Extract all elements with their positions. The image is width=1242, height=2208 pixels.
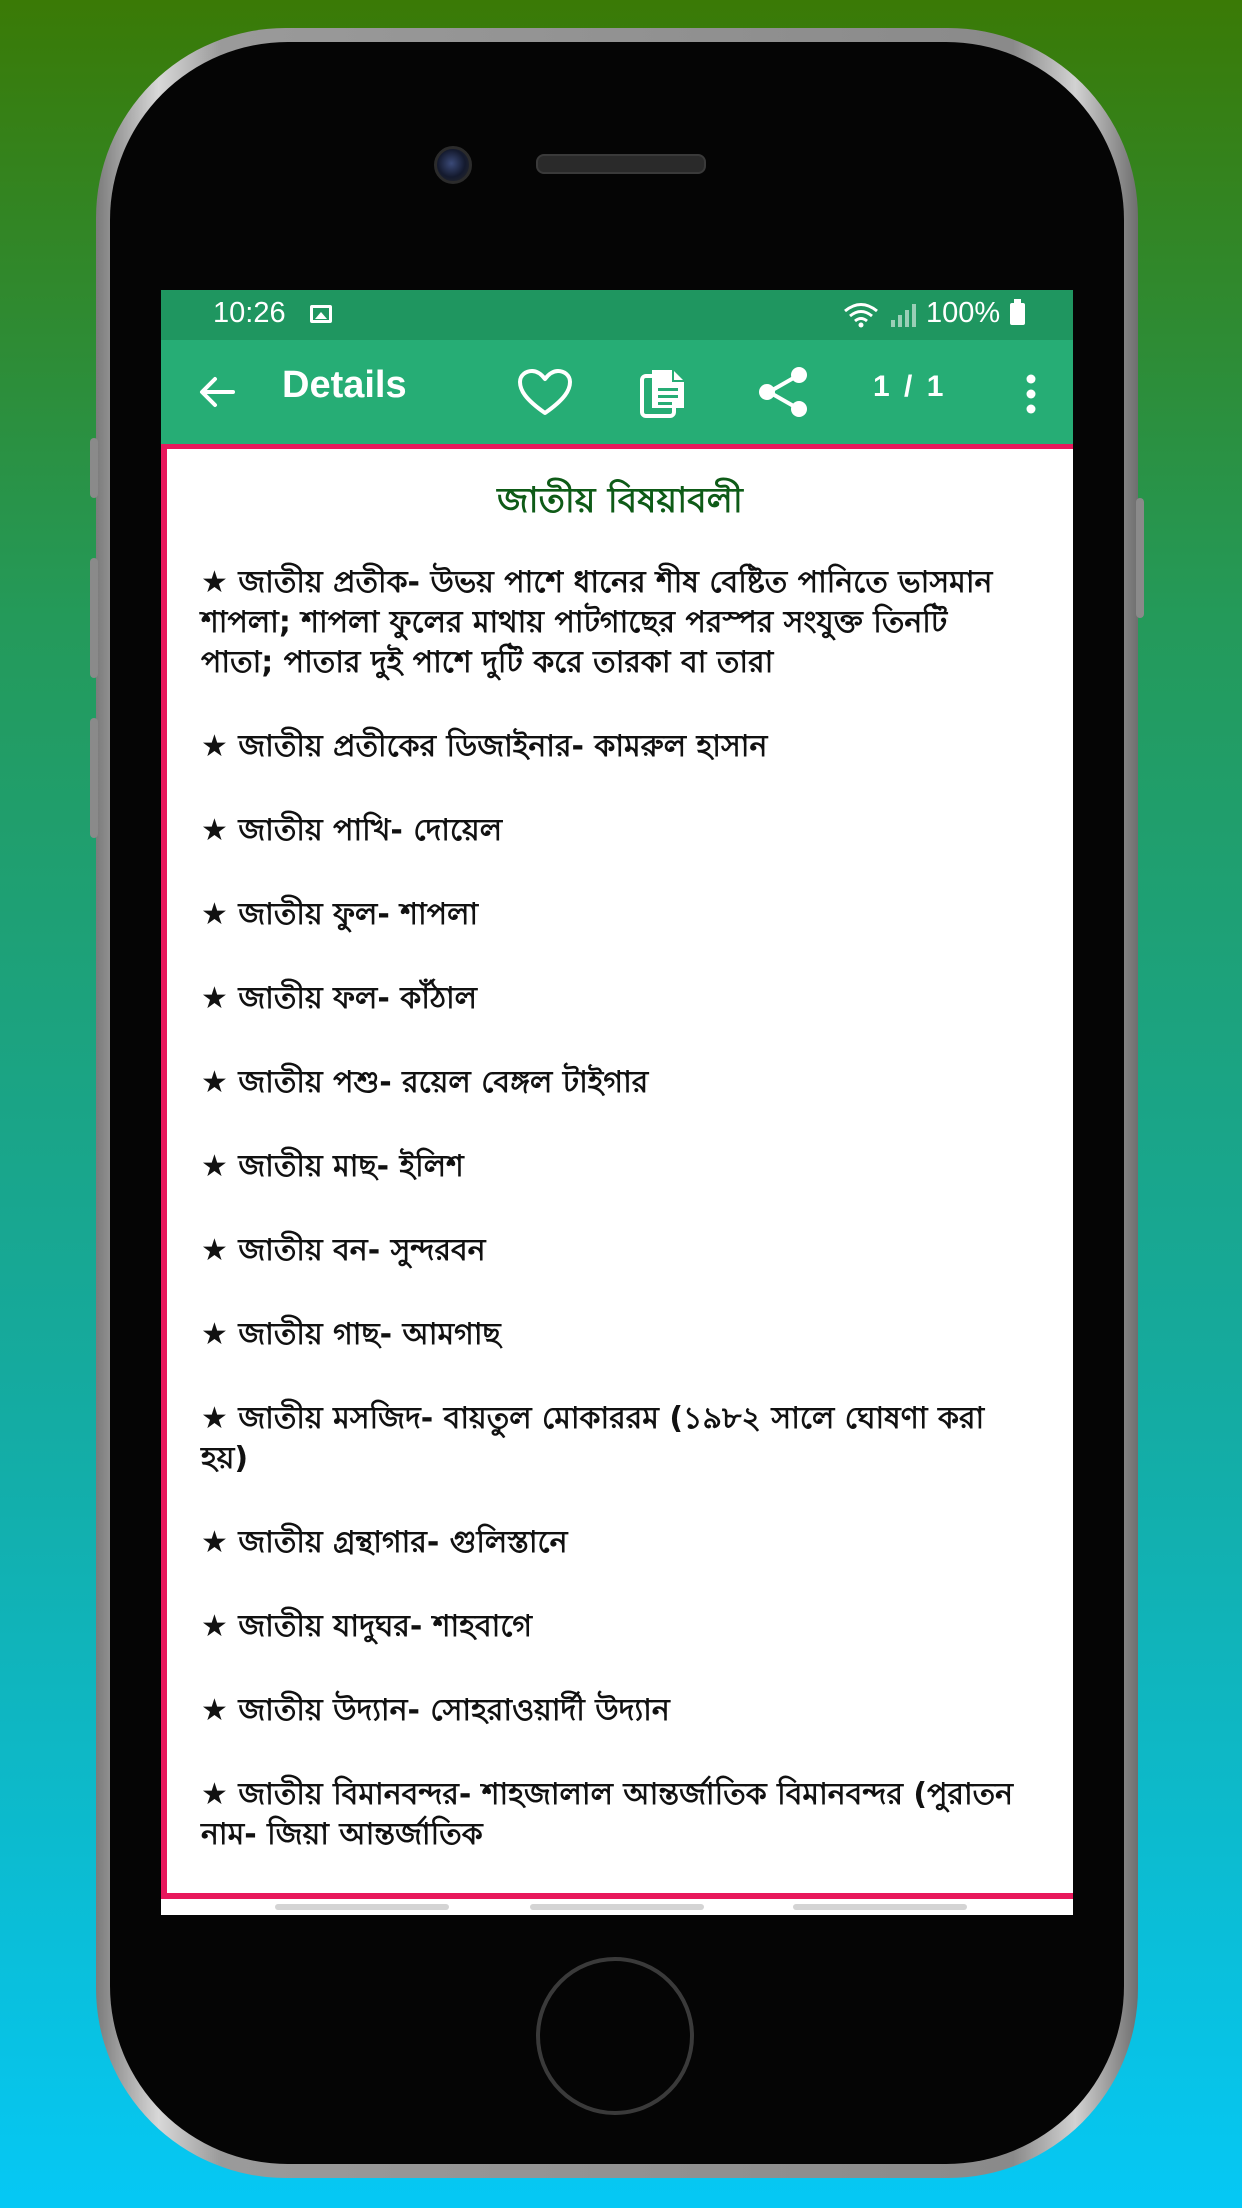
app-screen [161, 290, 1073, 1915]
list-item: ★ জাতীয় বন- সুন্দরবন [201, 1233, 486, 1268]
items-list [201, 563, 1029, 1893]
home-button[interactable] [536, 1957, 694, 2115]
list-item: ★ জাতীয় মসজিদ- বায়তুল মোকাররম (১৯৮২ সালে ঘোষণা করা হয়) [201, 1401, 985, 1476]
list-item: ★ জাতীয় পাখি- দোয়েল [201, 813, 503, 848]
back-arrow-icon [197, 372, 237, 412]
more-vert-icon [1025, 374, 1037, 414]
list-item: ★ জাতীয় প্রতীকের ডিজাইনার- কামরুল হাসান [201, 729, 768, 764]
app-toolbar [161, 340, 1073, 444]
phone-power-button [1136, 498, 1144, 618]
heart-icon [517, 369, 573, 417]
list-item: ★ জাতীয় যাদুঘর- শাহবাগে [201, 1609, 533, 1644]
list-item: ★ জাতীয় ফুল- শাপলা [201, 897, 479, 932]
details-content[interactable] [161, 449, 1073, 1893]
share-button[interactable] [751, 360, 815, 424]
list-item: ★ জাতীয় প্রতীক- উভয় পাশে ধানের শীষ বেষ্টিত পানিতে ভাসমান শাপলা; শাপলা ফুলের মাথায় পাটগাছের পরস্পর সংযুক্ত তিনটি পাতা; পাতার দুই পাশে দুটি করে তারকা বা তারা [201, 565, 993, 680]
nav-back-indicator[interactable] [793, 1904, 967, 1910]
image-notification-icon [310, 305, 332, 323]
copy-icon [639, 366, 687, 418]
signal-icon [889, 302, 919, 328]
share-icon [755, 364, 811, 420]
list-item: ★ জাতীয় বিমানবন্দর- শাহজালাল আন্তর্জাতিক বিমানবন্দর (পুরাতন নাম- জিয়া আন্তর্জাতিক [201, 1777, 1014, 1852]
battery-icon [1010, 303, 1025, 325]
list-item: ★ জাতীয় ফল- কাঁঠাল [201, 981, 478, 1016]
page-counter: 1 / 1 [873, 370, 947, 403]
list-item: ★ জাতীয় পশু- রয়েল বেঙ্গল টাইগার [201, 1065, 649, 1100]
favorite-button[interactable] [511, 364, 579, 422]
more-options-button[interactable] [1019, 366, 1043, 422]
copy-button[interactable] [635, 362, 691, 422]
list-item: ★ জাতীয় উদ্যান- সোহরাওয়ার্দী উদ্যান [201, 1693, 670, 1728]
phone-volume-down-button [90, 718, 98, 838]
page-title: Details [282, 364, 407, 406]
list-item: ★ জাতীয় গ্রন্থাগার- গুলিস্তানে [201, 1525, 568, 1560]
list-item: ★ জাতীয় মাছ- ইলিশ [201, 1149, 464, 1184]
back-button[interactable] [191, 366, 243, 418]
earpiece-speaker [536, 154, 706, 174]
status-time: 10:26 [213, 297, 286, 329]
phone-side-button [90, 438, 98, 498]
list-item: ★ জাতীয় গাছ- আমগাছ [201, 1317, 501, 1352]
nav-recents-indicator[interactable] [275, 1904, 449, 1910]
content-title: জাতীয় বিষয়াবলী [497, 481, 743, 521]
navigation-bar [161, 1899, 1073, 1915]
front-camera [434, 146, 472, 184]
phone-volume-up-button [90, 558, 98, 678]
battery-percentage: 100% [926, 297, 1001, 329]
nav-home-indicator[interactable] [530, 1904, 704, 1910]
status-bar [161, 290, 1073, 340]
wifi-icon [843, 302, 879, 328]
